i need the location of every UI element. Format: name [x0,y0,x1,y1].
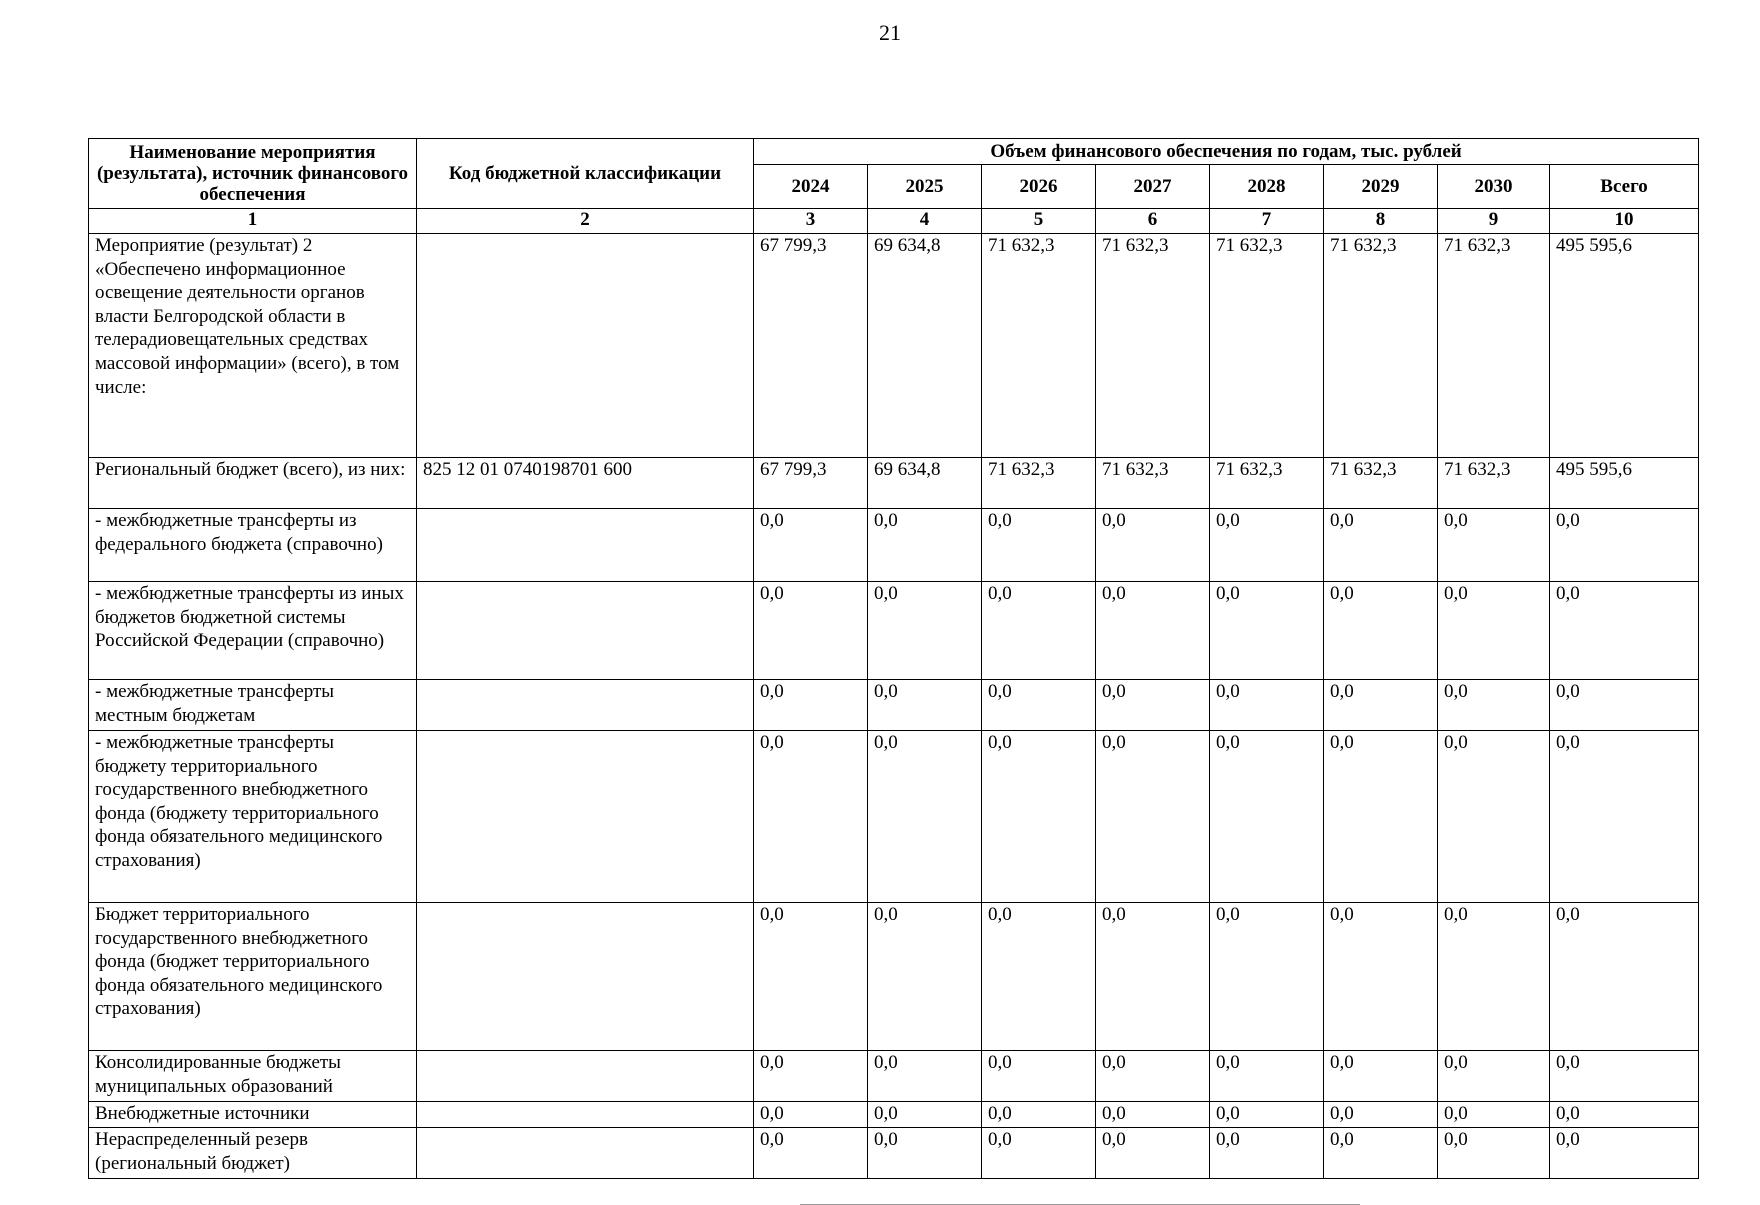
row-year-value: 71 632,3 [1438,234,1550,458]
row-year-value: 0,0 [982,680,1096,731]
row-year-value: 0,0 [1096,1051,1210,1102]
row-year-value: 71 632,3 [1096,458,1210,509]
column-number: 6 [1096,209,1210,234]
row-year-value: 0,0 [754,680,868,731]
row-year-value: 0,0 [1438,1051,1550,1102]
row-year-value: 0,0 [1096,1128,1210,1179]
row-year-value: 0,0 [754,1128,868,1179]
row-total-value: 495 595,6 [1550,234,1699,458]
column-number: 9 [1438,209,1550,234]
row-budget-code [417,1102,754,1128]
row-name: - межбюджетные трансферты из федерального бюджета (справочно) [89,509,417,582]
header-name: Наименование мероприятия (результата), источник финансового обеспечения [89,139,417,209]
row-total-value: 0,0 [1550,1128,1699,1179]
row-total-value: 0,0 [1550,680,1699,731]
header-year-2028: 2028 [1210,165,1324,209]
row-total-value: 0,0 [1550,903,1699,1051]
table-row [89,1128,1699,1179]
header-year-2024: 2024 [754,165,868,209]
row-budget-code [417,1051,754,1102]
header-year-2029: 2029 [1324,165,1438,209]
row-year-value: 0,0 [1210,903,1324,1051]
column-number: 2 [417,209,754,234]
row-name: Региональный бюджет (всего), из них: [89,458,417,509]
column-number: 1 [89,209,417,234]
row-name: Внебюджетные источники [89,1102,417,1128]
row-year-value: 0,0 [1324,1051,1438,1102]
row-year-value: 0,0 [868,903,982,1051]
header-year-2025: 2025 [868,165,982,209]
row-budget-code [417,234,754,458]
column-number: 10 [1550,209,1699,234]
row-year-value: 0,0 [868,1102,982,1128]
row-budget-code [417,903,754,1051]
row-year-value: 0,0 [1210,509,1324,582]
row-year-value: 0,0 [754,903,868,1051]
row-year-value: 0,0 [1438,509,1550,582]
row-year-value: 0,0 [1438,1128,1550,1179]
row-total-value: 0,0 [1550,509,1699,582]
header-year-2030: 2030 [1438,165,1550,209]
row-name: Бюджет территориального государственного внебюджетного фонда (бюджет территориального фонда обязательного медицинского страхования) [89,903,417,1051]
row-total-value: 495 595,6 [1550,458,1699,509]
row-budget-code [417,731,754,903]
table-header [89,139,1699,234]
row-year-value: 0,0 [868,582,982,680]
row-year-value: 0,0 [1324,680,1438,731]
row-name: Мероприятие (результат) 2 «Обеспечено информационное освещение деятельности органов власти Белгородской области в телерадиовещательных средствах массовой информации» (всего), в том числе: [89,234,417,458]
row-year-value: 0,0 [1438,1102,1550,1128]
row-year-value: 0,0 [982,1051,1096,1102]
row-year-value: 0,0 [1210,582,1324,680]
row-year-value: 0,0 [868,1128,982,1179]
column-number: 7 [1210,209,1324,234]
row-year-value: 0,0 [754,509,868,582]
row-year-value: 71 632,3 [1210,234,1324,458]
row-budget-code: 825 12 01 0740198701 600 [417,458,754,509]
row-budget-code [417,509,754,582]
row-name: - межбюджетные трансферты бюджету территориального государственного внебюджетного фонда (бюджету территориального фонда обязательного медицинского страхования) [89,731,417,903]
row-year-value: 0,0 [982,903,1096,1051]
row-year-value: 0,0 [1096,680,1210,731]
row-year-value: 0,0 [1324,1102,1438,1128]
header-year-2026: 2026 [982,165,1096,209]
row-name: - межбюджетные трансферты местным бюджетам [89,680,417,731]
page-number: 21 [879,20,901,45]
row-year-value: 0,0 [754,1051,868,1102]
row-year-value: 0,0 [868,1051,982,1102]
row-total-value: 0,0 [1550,731,1699,903]
column-number: 3 [754,209,868,234]
row-year-value: 0,0 [1096,1102,1210,1128]
table-row [89,458,1699,509]
row-year-value: 71 632,3 [1210,458,1324,509]
row-total-value: 0,0 [1550,582,1699,680]
column-number: 5 [982,209,1096,234]
row-year-value: 0,0 [1324,509,1438,582]
row-year-value: 0,0 [1210,1102,1324,1128]
row-year-value: 67 799,3 [754,234,868,458]
table-row [89,509,1699,582]
row-year-value: 0,0 [1096,582,1210,680]
row-year-value: 0,0 [982,582,1096,680]
row-year-value: 0,0 [868,509,982,582]
row-year-value: 71 632,3 [1324,234,1438,458]
header-code: Код бюджетной классификации [417,139,754,209]
row-year-value: 69 634,8 [868,234,982,458]
table-row [89,1102,1699,1128]
row-year-value: 71 632,3 [1324,458,1438,509]
row-year-value: 0,0 [982,1102,1096,1128]
column-number: 8 [1324,209,1438,234]
row-year-value: 0,0 [868,731,982,903]
row-year-value: 0,0 [982,731,1096,903]
row-year-value: 71 632,3 [1438,458,1550,509]
table-row [89,903,1699,1051]
row-year-value: 0,0 [1210,1051,1324,1102]
row-year-value: 0,0 [1096,731,1210,903]
row-total-value: 0,0 [1550,1102,1699,1128]
row-year-value: 0,0 [1438,731,1550,903]
row-year-value: 69 634,8 [868,458,982,509]
row-year-value: 71 632,3 [982,458,1096,509]
row-year-value: 0,0 [754,731,868,903]
row-budget-code [417,1128,754,1179]
row-year-value: 0,0 [1438,582,1550,680]
row-year-value: 0,0 [1210,731,1324,903]
table-row [89,680,1699,731]
row-year-value: 0,0 [1210,1128,1324,1179]
row-year-value: 0,0 [868,680,982,731]
row-year-value: 0,0 [1438,903,1550,1051]
row-budget-code [417,582,754,680]
row-year-value: 0,0 [1324,1128,1438,1179]
column-number: 4 [868,209,982,234]
row-year-value: 0,0 [1438,680,1550,731]
row-year-value: 67 799,3 [754,458,868,509]
header-total: Всего [1550,165,1699,209]
row-total-value: 0,0 [1550,1051,1699,1102]
row-year-value: 0,0 [1324,582,1438,680]
row-year-value: 0,0 [1324,903,1438,1051]
header-volume-group: Объем финансового обеспечения по годам, тыс. рублей [754,139,1699,165]
row-year-value: 0,0 [982,509,1096,582]
row-budget-code [417,680,754,731]
header-year-2027: 2027 [1096,165,1210,209]
row-name: Нераспределенный резерв (региональный бюджет) [89,1128,417,1179]
table-row [89,582,1699,680]
financing-table [88,138,1699,1179]
row-year-value: 0,0 [1096,903,1210,1051]
row-name: - межбюджетные трансферты из иных бюджетов бюджетной системы Российской Федерации (справочно) [89,582,417,680]
row-year-value: 0,0 [1210,680,1324,731]
row-year-value: 0,0 [1324,731,1438,903]
row-name: Консолидированные бюджеты муниципальных образований [89,1051,417,1102]
row-year-value: 0,0 [754,1102,868,1128]
table-row [89,731,1699,903]
row-year-value: 71 632,3 [1096,234,1210,458]
table-row [89,1051,1699,1102]
row-year-value: 0,0 [1096,509,1210,582]
table-row [89,234,1699,458]
row-year-value: 0,0 [754,582,868,680]
table-body [89,234,1699,1179]
row-year-value: 71 632,3 [982,234,1096,458]
row-year-value: 0,0 [982,1128,1096,1179]
